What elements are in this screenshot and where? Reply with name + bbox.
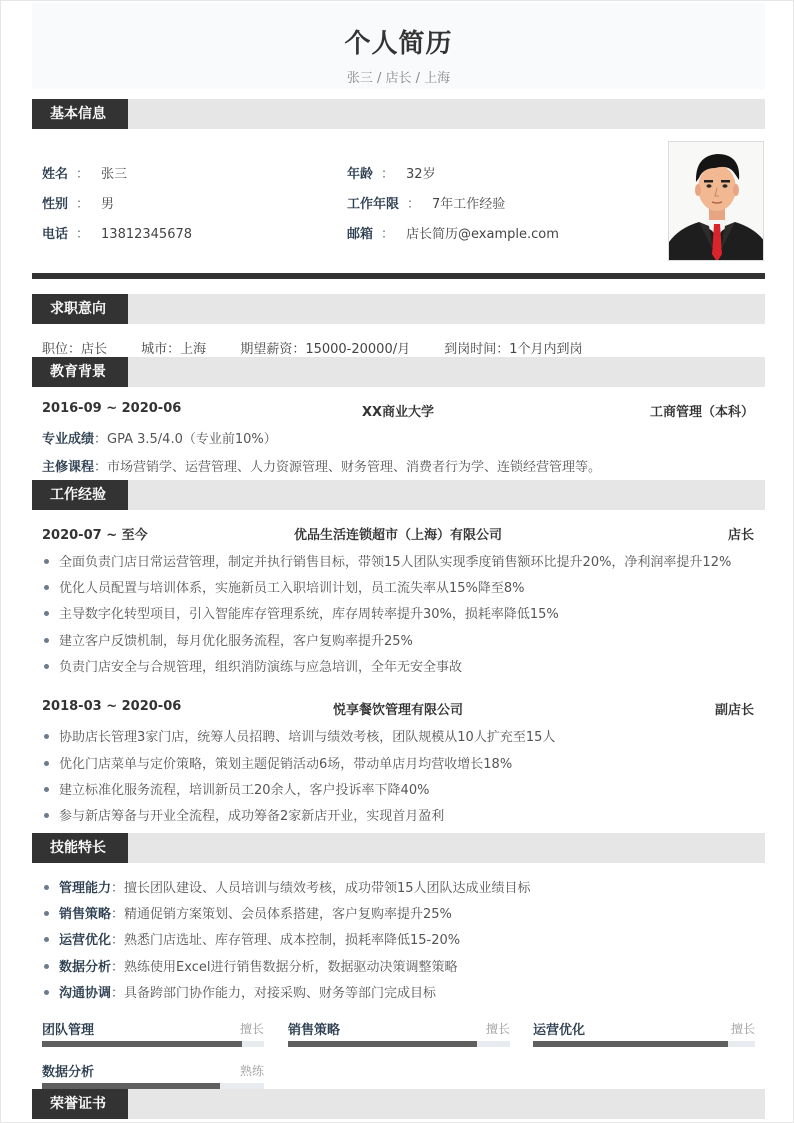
page-subtitle: 张三 / 店长 / 上海 [346,71,451,86]
info-value: 男 [101,197,115,212]
job-bullet: 建立客户反馈机制，每月优化服务流程，客户复购率提升25% [42,630,413,649]
skill-bar: 销售策略 擅长 [288,1019,510,1059]
job-company: 悦享餐饮管理有限公司 [332,703,463,718]
skill-bar: 运营优化 擅长 [533,1019,755,1059]
info-value: 13812345678 [101,227,193,242]
job-intent-row [42,338,613,357]
section-basic-info [32,99,765,129]
job-bullet: 优化人员配置与培训体系，实施新员工入职培训计划，员工流失率从15%降至8% [42,577,525,596]
skill-progress-fill [533,1041,728,1047]
section-skills [32,833,765,863]
section-title: 工作经验 [32,480,128,510]
resume-header [32,3,765,89]
skill-progress-fill [288,1041,477,1047]
edu-period: 2016-09 ~ 2020-06 [42,401,182,416]
section-education [32,357,765,387]
job-bullet: 协助店长管理3家门店，统筹人员招聘、培训与绩效考核，团队规模从10人扩充至15人 [42,726,555,745]
skill-item: 沟通协调：具备跨部门协作能力，对接采购、财务等部门完成目标 [42,982,436,1001]
education-header-row [42,401,754,419]
job-period: 2018-03 ~ 2020-06 [42,699,182,714]
info-years: 工作年限 ： 7年工作经验 [347,197,506,212]
skill-item: 运营优化：熟悉门店选址、库存管理、成本控制，损耗率降低15-20% [42,929,460,948]
section-job-intent [32,294,765,324]
skill-bar: 数据分析 熟练 [42,1061,264,1101]
info-age: 年龄 ： 32岁 [347,167,436,182]
job-bullet: 参与新店筹备与开业全流程，成功筹备2家新店开业，实现首月盈利 [42,805,444,824]
skill-progress-fill [42,1041,242,1047]
edu-school: XX商业大学 [361,405,435,420]
job-role: 店长 [727,528,754,543]
intent-city: 城市：上海 [141,342,207,357]
edu-major: 工商管理（本科） [649,405,754,420]
job-bullet: 建立标准化服务流程，培训新员工20余人，客户投诉率下降40% [42,779,429,798]
info-value: 7年工作经验 [432,197,506,212]
avatar-photo [668,141,764,261]
section-title: 教育背景 [32,357,128,387]
section-title: 求职意向 [32,294,128,324]
skill-bar: 团队管理 擅长 [42,1019,264,1059]
job-company: 优品生活连锁超市（上海）有限公司 [293,528,502,543]
skill-item: 数据分析：熟练使用Excel进行销售数据分析，数据驱动决策调整策略 [42,956,457,975]
info-gender: 性别 ： 男 [42,197,115,212]
info-value: 店长简历@example.com [406,227,559,242]
job-period: 2020-07 ~ 至今 [42,528,148,543]
section-experience [32,480,765,510]
skill-progress-track [533,1041,755,1047]
edu-courses: 主修课程：市场营销学、运营管理、人力资源管理、财务管理、消费者行为学、连锁经营管理等。 [42,460,602,475]
job-header-row [42,699,754,717]
section-title: 技能特长 [32,833,128,863]
avatar-icon [669,142,764,261]
intent-arrival: 到岗时间：1个月内到岗 [444,342,583,357]
info-phone: 电话 ： 13812345678 [42,227,193,242]
intent-salary: 期望薪资：15000-20000/月 [240,342,411,357]
job-role: 副店长 [714,703,754,718]
edu-gpa: 专业成绩：GPA 3.5/4.0（专业前10%） [42,432,277,447]
info-email: 邮箱 ： 店长简历@example.com [347,227,559,242]
divider [32,273,765,279]
job-bullet: 优化门店菜单与定价策略，策划主题促销活动6场，带动单店月均营收增长18% [42,753,512,772]
info-name: 姓名 ： 张三 [42,167,128,182]
section-honors [32,1089,765,1119]
section-title: 荣誉证书 [32,1089,128,1119]
skill-progress-track [42,1041,264,1047]
job-header-row [42,524,754,542]
info-value: 张三 [101,167,128,182]
skill-item: 销售策略：精通促销方案策划、会员体系搭建，客户复购率提升25% [42,903,452,922]
skill-item: 管理能力：擅长团队建设、人员培训与绩效考核，成功带领15人团队达成业绩目标 [42,877,531,896]
job-bullet: 主导数字化转型项目，引入智能库存管理系统，库存周转率提升30%，损耗率降低15% [42,603,559,622]
job-bullet: 负责门店安全与合规管理，组织消防演练与应急培训，全年无安全事故 [42,656,462,675]
page-title: 个人简历 [344,29,453,59]
section-title: 基本信息 [32,99,128,129]
intent-position: 职位：店长 [42,342,108,357]
skill-progress-track [288,1041,510,1047]
info-value: 32岁 [406,167,436,182]
job-bullet: 全面负责门店日常运营管理，制定并执行销售目标，带领15人团队实现季度销售额环比提升20%，净利润率提升12% [42,551,731,570]
